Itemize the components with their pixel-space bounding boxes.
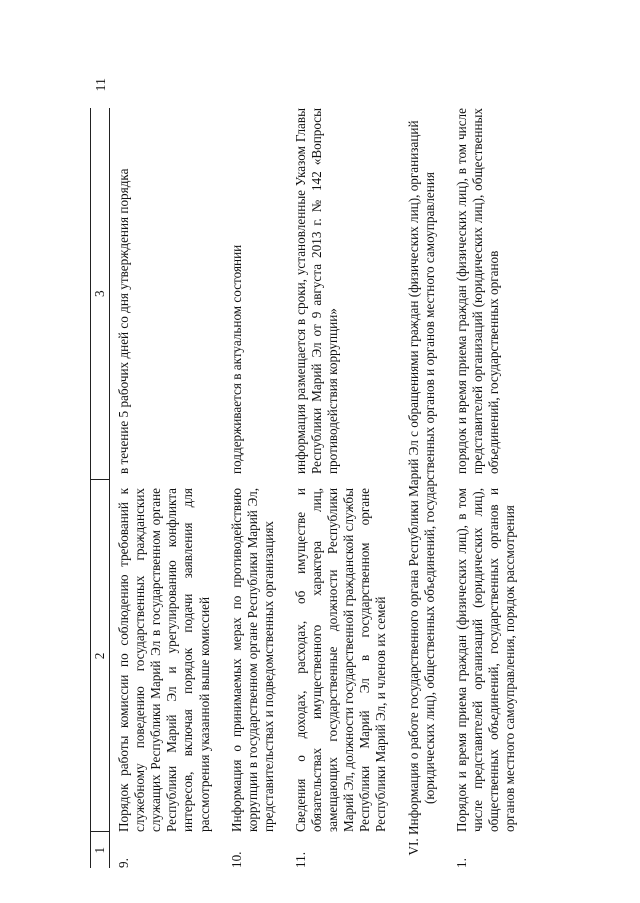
- row-description: Информация о принимаемых мерах по противодействию коррупции в государственном органе Республики Марий Эл, представительствах и подведомственных организациях: [228, 488, 276, 832]
- row-number: 10.: [228, 851, 244, 868]
- table-row: [223, 108, 287, 868]
- document-table: [90, 108, 528, 868]
- table-body: [110, 108, 528, 868]
- row-number: 11.: [292, 852, 308, 868]
- row-term: информация размещается в сроки, установленные Указом Главы Республики Марий Эл от 9 августа 2013 г. № 142 «Вопросы противодействия коррупции»: [292, 108, 341, 474]
- section-cell: [400, 108, 448, 868]
- row-number: 9.: [116, 858, 132, 868]
- row-term: поддерживается в актуальном состоянии: [228, 244, 244, 474]
- table-header: [91, 108, 110, 868]
- rotated-document-page: [90, 78, 630, 868]
- section-row: [400, 108, 448, 868]
- column-header-3: 3: [91, 108, 110, 480]
- section-title: VI. Информация о работе государственного органа Республики Марий Эл с обращениями граждан (физических лиц), организаций (юридических лиц), общественных объединений, государственных органов и органов местного самоуправления: [405, 120, 437, 856]
- row-description: Порядок работы комиссии по соблюдению требований к служебному поведению государственных гражданских служащих Республики Марий Эл в государственном органе Республики Марий Эл и урегулированию конфликта интересов, включая порядок подачи заявления для рассмотрения указанной выше комиссией: [116, 488, 212, 832]
- row-number: 1.: [453, 858, 469, 868]
- row-term: порядок и время приема граждан (физических лиц), в том числе представителей организаций (юридических лиц), общественных объединений, государственных органов: [453, 108, 501, 474]
- row-description: Сведения о доходах, расходах, об имуществе и обязательствах имущественного характера лиц, замещающих государственные должности Республики Марий Эл, должности государственной гражданской службы Республики Марий Эл в государственном органе Республики Марий Эл, и членов их семей: [292, 488, 389, 832]
- table-row: [448, 108, 528, 868]
- column-header-1: 1: [91, 832, 110, 868]
- table-row: [110, 108, 223, 868]
- page-number: 11: [94, 78, 109, 92]
- column-header-2: 2: [91, 480, 110, 832]
- row-term: в течение 5 рабочих дней со дня утверждения порядка: [116, 168, 132, 474]
- table-row: [287, 108, 400, 868]
- row-description: Порядок и время приема граждан (физических лиц), в том числе представителей организаций (юридических лиц), общественных объединений, государственных органов и органов местного самоуправления, порядок рассмотрения: [453, 488, 517, 832]
